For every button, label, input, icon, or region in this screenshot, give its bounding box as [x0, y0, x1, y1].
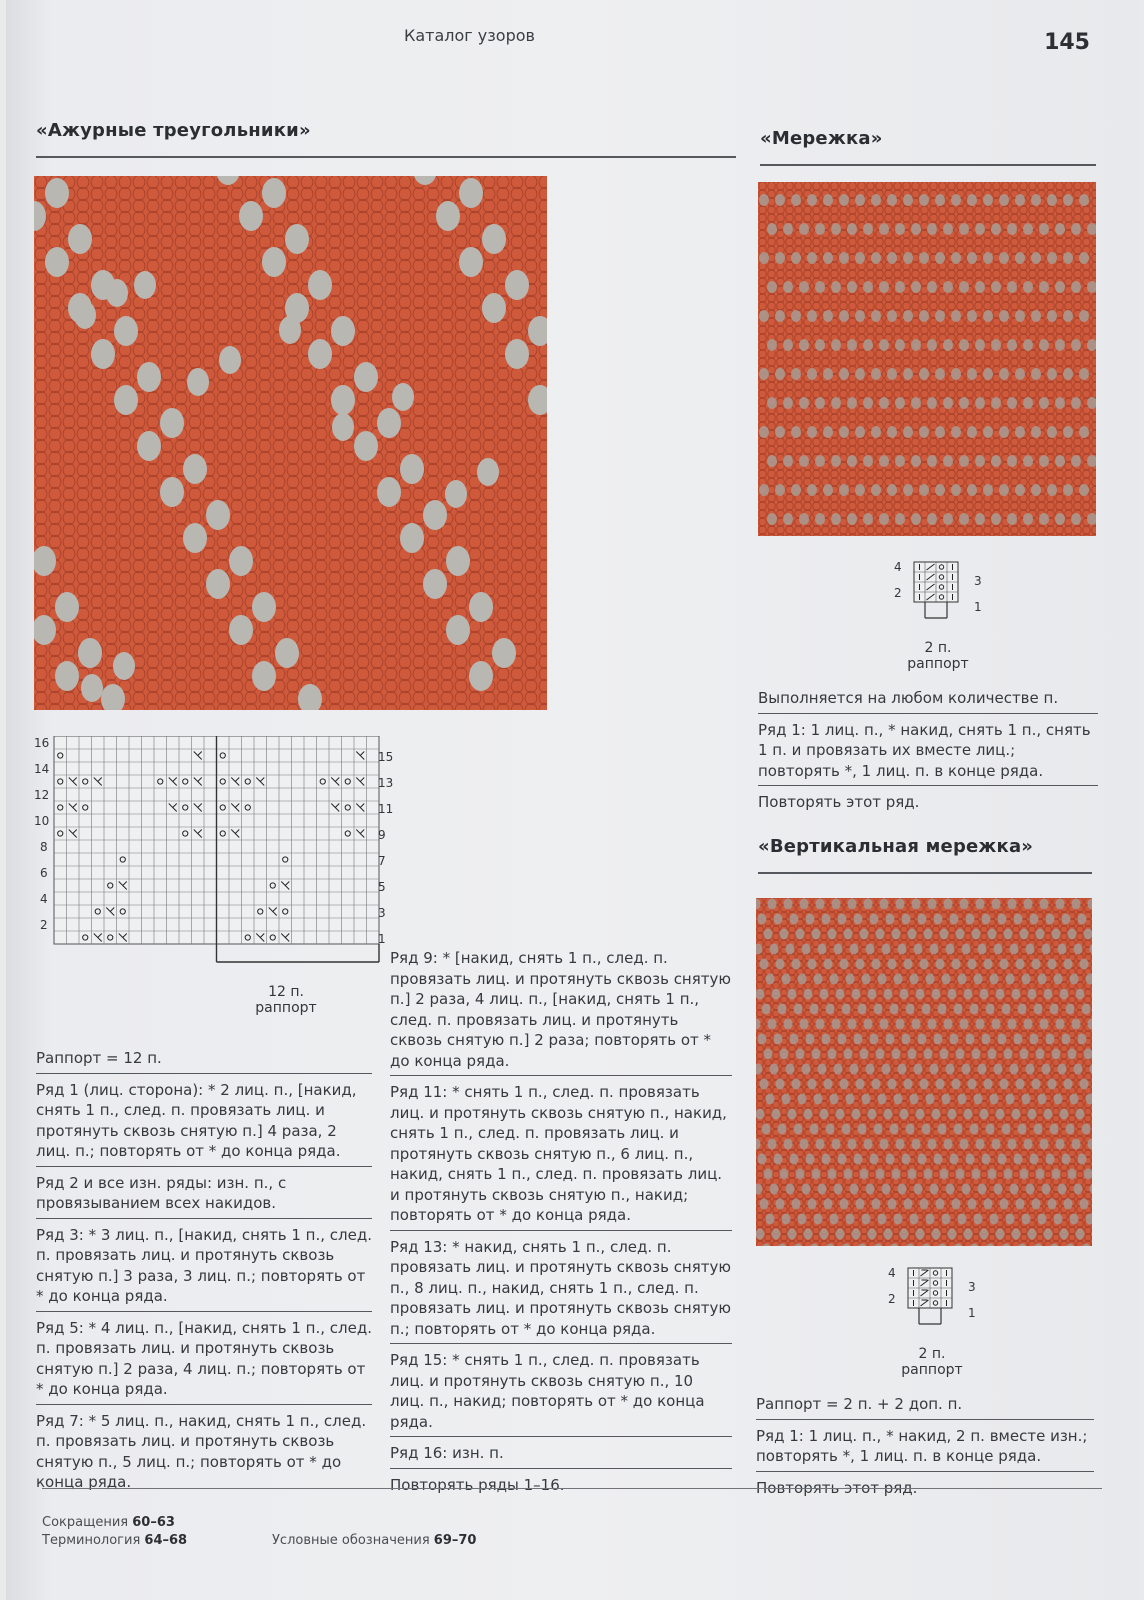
title-rule: [760, 164, 1096, 166]
repeat-count: 12 п.: [268, 984, 304, 1000]
instruction-row-1: Ряд 1 (лиц. сторона): * 2 лиц. п., [накид, снять 1 п., след. п. провязать лиц. и протянуть сквозь снятую п.] 4 раза, 2 лиц. п.; повторять от * до конца ряда.: [36, 1078, 372, 1167]
running-head: Каталог узоров: [404, 26, 535, 45]
row-number: 1: [378, 932, 386, 946]
footer-term-pages: 64–68: [144, 1533, 188, 1548]
instructions-mesh: [758, 686, 1098, 821]
page: [6, 0, 1138, 1600]
instructions-column-1: [36, 1046, 372, 1501]
row-number: 6: [40, 866, 48, 880]
row-number: 12: [34, 788, 50, 802]
pattern-title-mesh: «Мережка»: [760, 128, 883, 149]
row-number: 8: [40, 840, 48, 854]
row-number: 3: [968, 1280, 976, 1294]
row-number: 4: [888, 1266, 896, 1280]
instruction-row-15: Ряд 15: * снять 1 п., след. п. провязать лиц. и протянуть сквозь снятую п., 10 лиц. п., накид; повторять от * до конца ряда.: [390, 1348, 732, 1437]
footer-abbr-pages: 60–63: [132, 1515, 175, 1530]
row-number: 1: [968, 1306, 976, 1320]
instruction-repeat-row: Повторять этот ряд.: [756, 1478, 918, 1497]
instruction-repeat-row: Повторять этот ряд.: [758, 793, 920, 811]
row-number: 16: [34, 736, 50, 750]
instruction-row-16: Ряд 16: изн. п.: [390, 1441, 732, 1469]
instruction-row-5: Ряд 5: * 4 лиц. п., [накид, снять 1 п., след. п. провязать лиц. и протянуть сквозь снятую п.] 2 раза, 4 лиц. п.; повторять от * до конца ряда.: [36, 1316, 372, 1405]
row-number: 2: [40, 918, 48, 932]
repeat-label: раппорт: [255, 1000, 317, 1016]
instructions-column-2: [390, 946, 732, 1503]
repeat-label: раппорт: [907, 656, 969, 672]
knit-chart-vertical-mesh: [906, 1266, 958, 1328]
chart-caption: [892, 1346, 972, 1378]
title-rule: [758, 872, 1092, 874]
pattern-title-openwork-triangles: «Ажурные треугольники»: [36, 120, 311, 141]
pattern-title-vertical-mesh: «Вертикальная мережка»: [758, 836, 1034, 857]
title-rule: [36, 156, 736, 158]
instruction-row-13: Ряд 13: * накид, снять 1 п., след. п. провязать лиц. и протянуть сквозь снятую п., 8 лиц. п., накид, снять 1 п., след. п. провязать лиц. и протянуть сквозь снятую п.; повторять от * до конца ряда.: [390, 1235, 732, 1345]
row-number: 4: [894, 560, 902, 574]
row-number: 5: [378, 880, 386, 894]
row-number: 14: [34, 762, 50, 776]
row-number: 11: [378, 802, 394, 816]
instruction-row-3: Ряд 3: * 3 лиц. п., [накид, снять 1 п., след. п. провязать лиц. и протянуть сквозь снятую п.] 3 раза, 3 лиц. п.; повторять от * до конца ряда.: [36, 1223, 372, 1312]
knit-photo-mesh: [758, 182, 1096, 536]
footer-abbr-label: Сокращения: [42, 1515, 129, 1530]
chart-caption: [236, 984, 336, 1016]
footer-symbols-pages: 69–70: [433, 1533, 477, 1548]
row-number: 9: [378, 828, 386, 842]
instruction-stitch-count: Выполняется на любом количестве п.: [758, 686, 1098, 714]
instruction-row-2: Ряд 2 и все изн. ряды: изн. п., с провязыванием всех накидов.: [36, 1171, 372, 1219]
footer-symbols: [272, 1532, 476, 1550]
footer-term-label: Терминология: [42, 1533, 141, 1548]
instruction-row-11: Ряд 11: * снять 1 п., след. п. провязать лиц. и протянуть сквозь снятую п., накид, снять 1 п., след. п. провязать лиц. и протянуть сквозь снятую п., 6 лиц. п., накид, снять 1 п., след. п. провязать лиц. и протянуть сквозь снятую п., накид; повторять от * до конца ряда.: [390, 1080, 732, 1231]
footer-references: [42, 1514, 187, 1550]
instruction-repeat-rows: Повторять ряды 1–16.: [390, 1475, 565, 1494]
footer-rule: [42, 1488, 1102, 1489]
row-number: 15: [378, 750, 394, 764]
chart-caption: [898, 640, 978, 672]
knit-photo-openwork-triangles: [34, 176, 547, 710]
knit-chart-mesh: [912, 560, 964, 622]
instruction-repeat: Раппорт = 2 п. + 2 доп. п.: [756, 1392, 1094, 1420]
page-number: 145: [1044, 30, 1090, 55]
row-number: 2: [888, 1292, 896, 1306]
row-number: 4: [40, 892, 48, 906]
row-number: 10: [34, 814, 50, 828]
footer-symbols-label: Условные обозначения: [272, 1533, 430, 1548]
instruction-row-9: Ряд 9: * [накид, снять 1 п., след. п. провязать лиц. и протянуть сквозь снятую п.] 2 раза, 4 лиц. п., [накид, снять 1 п., след. п. провязать лиц. и протянуть сквозь снятую п.] 2 раза; повторять от * до конца ряда.: [390, 946, 732, 1076]
instruction-row-1: Ряд 1: 1 лиц. п., * накид, 2 п. вместе изн.; повторять *, 1 лиц. п. в конце ряда.: [756, 1424, 1094, 1472]
instruction-row-1: Ряд 1: 1 лиц. п., * накид, снять 1 п., снять 1 п. и провязать их вместе лиц.; повторять *, 1 лиц. п. в конце ряда.: [758, 718, 1098, 787]
row-number: 3: [974, 574, 982, 588]
row-number: 2: [894, 586, 902, 600]
repeat-count: 2 п.: [924, 640, 952, 656]
knit-chart-openwork-triangles: [34, 736, 414, 976]
repeat-label: раппорт: [901, 1362, 963, 1378]
row-number: 13: [378, 776, 394, 790]
row-number: 7: [378, 854, 386, 868]
row-number: 3: [378, 906, 386, 920]
instruction-row-7: Ряд 7: * 5 лиц. п., накид, снять 1 п., след. п. провязать лиц. и протянуть сквозь снятую п., 5 лиц. п.; повторять от * до конца ряда.: [36, 1411, 367, 1491]
row-number: 1: [974, 600, 982, 614]
instruction-repeat: Раппорт = 12 п.: [36, 1046, 372, 1074]
repeat-count: 2 п.: [918, 1346, 946, 1362]
knit-photo-vertical-mesh: [756, 898, 1092, 1246]
